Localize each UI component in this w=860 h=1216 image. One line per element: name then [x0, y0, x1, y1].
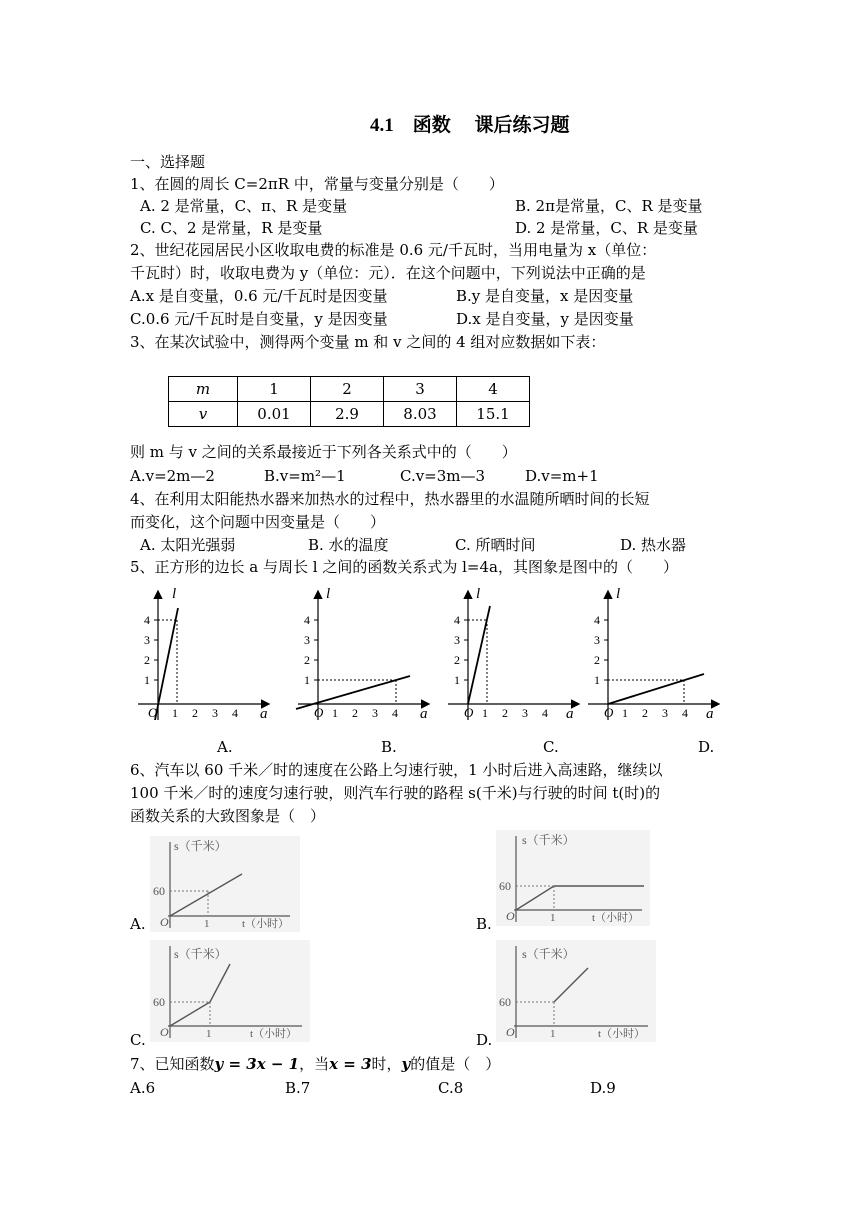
- q3-option-b: B.v=m²—1: [264, 467, 346, 485]
- origin-label: O: [160, 1025, 169, 1039]
- q6-stem-line1: 6、汽车以 60 千米／时的速度在公路上匀速行驶，1 小时后进入高速路，继续以: [130, 761, 663, 779]
- tick-label: 3: [454, 633, 460, 647]
- q6-graph-c: [150, 940, 310, 1042]
- x-label: t（小时）: [592, 912, 640, 924]
- tick-label: 4: [454, 613, 460, 627]
- y-label: s（千米）: [174, 947, 227, 961]
- x-value: 1: [204, 918, 210, 930]
- table-row: [169, 377, 530, 402]
- q7-var: y: [401, 1055, 411, 1073]
- tick-label: 3: [212, 706, 218, 720]
- y-label: s（千米）: [174, 839, 227, 853]
- q4-stem-line2: 而变化，这个问题中因变量是（ ）: [130, 513, 386, 531]
- q4-option-b: B. 水的温度: [308, 536, 389, 554]
- y-value: 60: [499, 879, 511, 893]
- q7-stem-mid: ，当: [299, 1055, 330, 1073]
- x-label: a: [260, 706, 268, 722]
- tick-label: 2: [502, 706, 508, 720]
- y-label: l: [476, 586, 481, 602]
- tick-label: 3: [372, 706, 378, 720]
- q2-stem-line1: 2、世纪花园居民小区收取电费的标准是 0.6 元/千瓦时，当用电量为 x（单位：: [130, 241, 657, 259]
- graph-line: [170, 874, 242, 916]
- tick-label: 4: [304, 613, 310, 627]
- q7-option-a: A.6: [130, 1079, 156, 1097]
- q4-option-a: A. 太阳光强弱: [140, 536, 236, 554]
- tick-label: 3: [304, 633, 310, 647]
- q3-option-d: D.v=m+1: [525, 467, 599, 485]
- table-cell: m: [169, 377, 238, 402]
- q7-formula: y = 3x − 1: [214, 1055, 300, 1073]
- tick-label: 2: [144, 653, 150, 667]
- q2-option-b: B.y 是自变量，x 是因变量: [456, 287, 634, 305]
- table-cell: 8.03: [384, 402, 457, 427]
- tick-label: 2: [304, 653, 310, 667]
- graph-line: [170, 964, 230, 1026]
- q7-option-c: C.8: [438, 1079, 464, 1097]
- origin-label: O: [314, 705, 324, 720]
- tick-label: 1: [172, 706, 178, 720]
- q5-graph-d: [578, 584, 728, 724]
- tick-label: 4: [594, 613, 600, 627]
- q5-graph-b: [288, 584, 438, 724]
- y-label: l: [616, 586, 621, 602]
- q7-condition: x = 3: [329, 1055, 372, 1073]
- q6-graph-b: [496, 830, 650, 926]
- q6-stem-line2: 100 千米／时的速度匀速行驶，则汽车行驶的路程 s(千米)与行驶的时间 t(时)的: [130, 784, 661, 802]
- x-value: 1: [550, 1028, 556, 1040]
- q7-option-b: B.7: [285, 1079, 311, 1097]
- q7-stem-post: 的值是（ ）: [410, 1055, 501, 1073]
- x-label: t（小时）: [242, 918, 290, 930]
- table-cell: v: [169, 402, 238, 427]
- y-value: 60: [499, 995, 511, 1009]
- x-value: 1: [550, 912, 556, 924]
- tick-label: 3: [662, 706, 668, 720]
- q5-option-c-label: C.: [543, 738, 559, 756]
- x-label: a: [420, 706, 428, 722]
- q7-stem-pre: 7、已知函数: [130, 1055, 215, 1073]
- q6-option-d-label: D.: [476, 1031, 493, 1049]
- q3-option-c: C.v=3m—3: [400, 467, 486, 485]
- y-label: s（千米）: [522, 947, 575, 961]
- y-label: l: [326, 586, 331, 602]
- table-cell: 3: [384, 377, 457, 402]
- tick-label: 2: [192, 706, 198, 720]
- q2-stem-line2: 千瓦时）时，收取电费为 y（单位：元）．在这个问题中，下列说法中正确的是: [130, 264, 646, 282]
- q5-graph-a: [128, 584, 278, 724]
- origin-label: O: [160, 915, 169, 929]
- q3-option-a: A.v=2m—2: [130, 467, 215, 485]
- tick-label: 1: [454, 673, 460, 687]
- table-cell: 2.9: [311, 402, 384, 427]
- tick-label: 4: [232, 706, 238, 720]
- x-label: t（小时）: [598, 1028, 646, 1040]
- q3-stem: 3、在某次试验中，测得两个变量 m 和 v 之间的 4 组对应数据如下表：: [130, 333, 606, 351]
- q5-option-a-label: A.: [217, 738, 233, 756]
- q6-graph-d: [496, 940, 656, 1042]
- page-title: 4.1 函数 课后练习题: [370, 115, 570, 136]
- section-heading: 一、选择题: [130, 153, 206, 171]
- q4-option-d: D. 热水器: [620, 536, 687, 554]
- origin-label: O: [464, 705, 474, 720]
- graph-line: [516, 886, 644, 910]
- tick-label: 3: [144, 633, 150, 647]
- q6-option-b-label: B.: [476, 915, 492, 933]
- tick-label: 2: [642, 706, 648, 720]
- tick-label: 1: [622, 706, 628, 720]
- q1-option-c: C. C、2 是常量，R 是变量: [140, 219, 323, 237]
- q1-option-d: D. 2 是常量，C、R 是变量: [515, 219, 698, 237]
- y-value: 60: [153, 995, 165, 1009]
- q5-stem: 5、正方形的边长 a 与周长 l 之间的函数关系式为 l=4a，其图象是图中的（ ）: [130, 558, 678, 576]
- table-row: [169, 402, 530, 427]
- x-value: 1: [206, 1028, 212, 1040]
- graph-line: [554, 968, 588, 1002]
- q6-option-c-label: C.: [130, 1031, 146, 1049]
- q2-option-c: C.0.6 元/千瓦时是自变量，y 是因变量: [130, 310, 388, 328]
- q4-stem-line1: 4、在利用太阳能热水器来加热水的过程中，热水器里的水温随所晒时间的长短: [130, 490, 650, 508]
- q3-data-table: [168, 376, 530, 427]
- table-cell: 0.01: [238, 402, 311, 427]
- q1-option-b: B. 2π是常量，C、R 是变量: [515, 197, 703, 215]
- table-cell: 1: [238, 377, 311, 402]
- q6-stem-line3: 函数关系的大致图象是（ ）: [130, 807, 326, 825]
- origin-label: O: [604, 705, 614, 720]
- y-label: s（千米）: [522, 833, 575, 847]
- tick-label: 4: [144, 613, 150, 627]
- tick-label: 1: [144, 673, 150, 687]
- q4-option-c: C. 所晒时间: [455, 536, 536, 554]
- q5-graph-c: [438, 584, 588, 724]
- origin-label: O: [148, 705, 158, 720]
- q7-option-d: D.9: [590, 1079, 616, 1097]
- q2-option-d: D.x 是自变量，y 是因变量: [456, 310, 634, 328]
- graph-line: [608, 674, 704, 704]
- tick-label: 1: [304, 673, 310, 687]
- tick-label: 4: [542, 706, 548, 720]
- x-label: a: [706, 706, 714, 722]
- x-label: t（小时）: [250, 1028, 298, 1040]
- tick-label: 4: [682, 706, 688, 720]
- tick-label: 1: [482, 706, 488, 720]
- q5-option-b-label: B.: [381, 738, 397, 756]
- tick-label: 2: [454, 653, 460, 667]
- table-cell: 4: [457, 377, 530, 402]
- q3-ask: 则 m 与 v 之间的关系最接近于下列各关系式中的（ ）: [130, 443, 517, 461]
- tick-label: 1: [594, 673, 600, 687]
- tick-label: 3: [522, 706, 528, 720]
- tick-label: 4: [392, 706, 398, 720]
- y-label: l: [172, 586, 177, 602]
- q6-graph-a: [150, 836, 300, 932]
- q5-option-d-label: D.: [698, 738, 715, 756]
- q7-stem: [130, 1054, 500, 1074]
- tick-label: 2: [594, 653, 600, 667]
- tick-label: 3: [594, 633, 600, 647]
- x-label: a: [566, 706, 574, 722]
- q6-option-a-label: A.: [130, 915, 146, 933]
- tick-label: 1: [332, 706, 338, 720]
- q2-option-a: A.x 是自变量，0.6 元/千瓦时是因变量: [130, 287, 388, 305]
- y-value: 60: [153, 884, 165, 898]
- origin-label: O: [506, 909, 515, 923]
- q7-stem-mid2: 时，: [371, 1055, 402, 1073]
- table-cell: 15.1: [457, 402, 530, 427]
- tick-label: 2: [352, 706, 358, 720]
- origin-label: O: [506, 1025, 515, 1039]
- q1-option-a: A. 2 是常量，C、π、R 是变量: [140, 197, 348, 215]
- table-cell: 2: [311, 377, 384, 402]
- q1-stem: 1、在圆的周长 C=2πR 中，常量与变量分别是（ ）: [130, 175, 504, 193]
